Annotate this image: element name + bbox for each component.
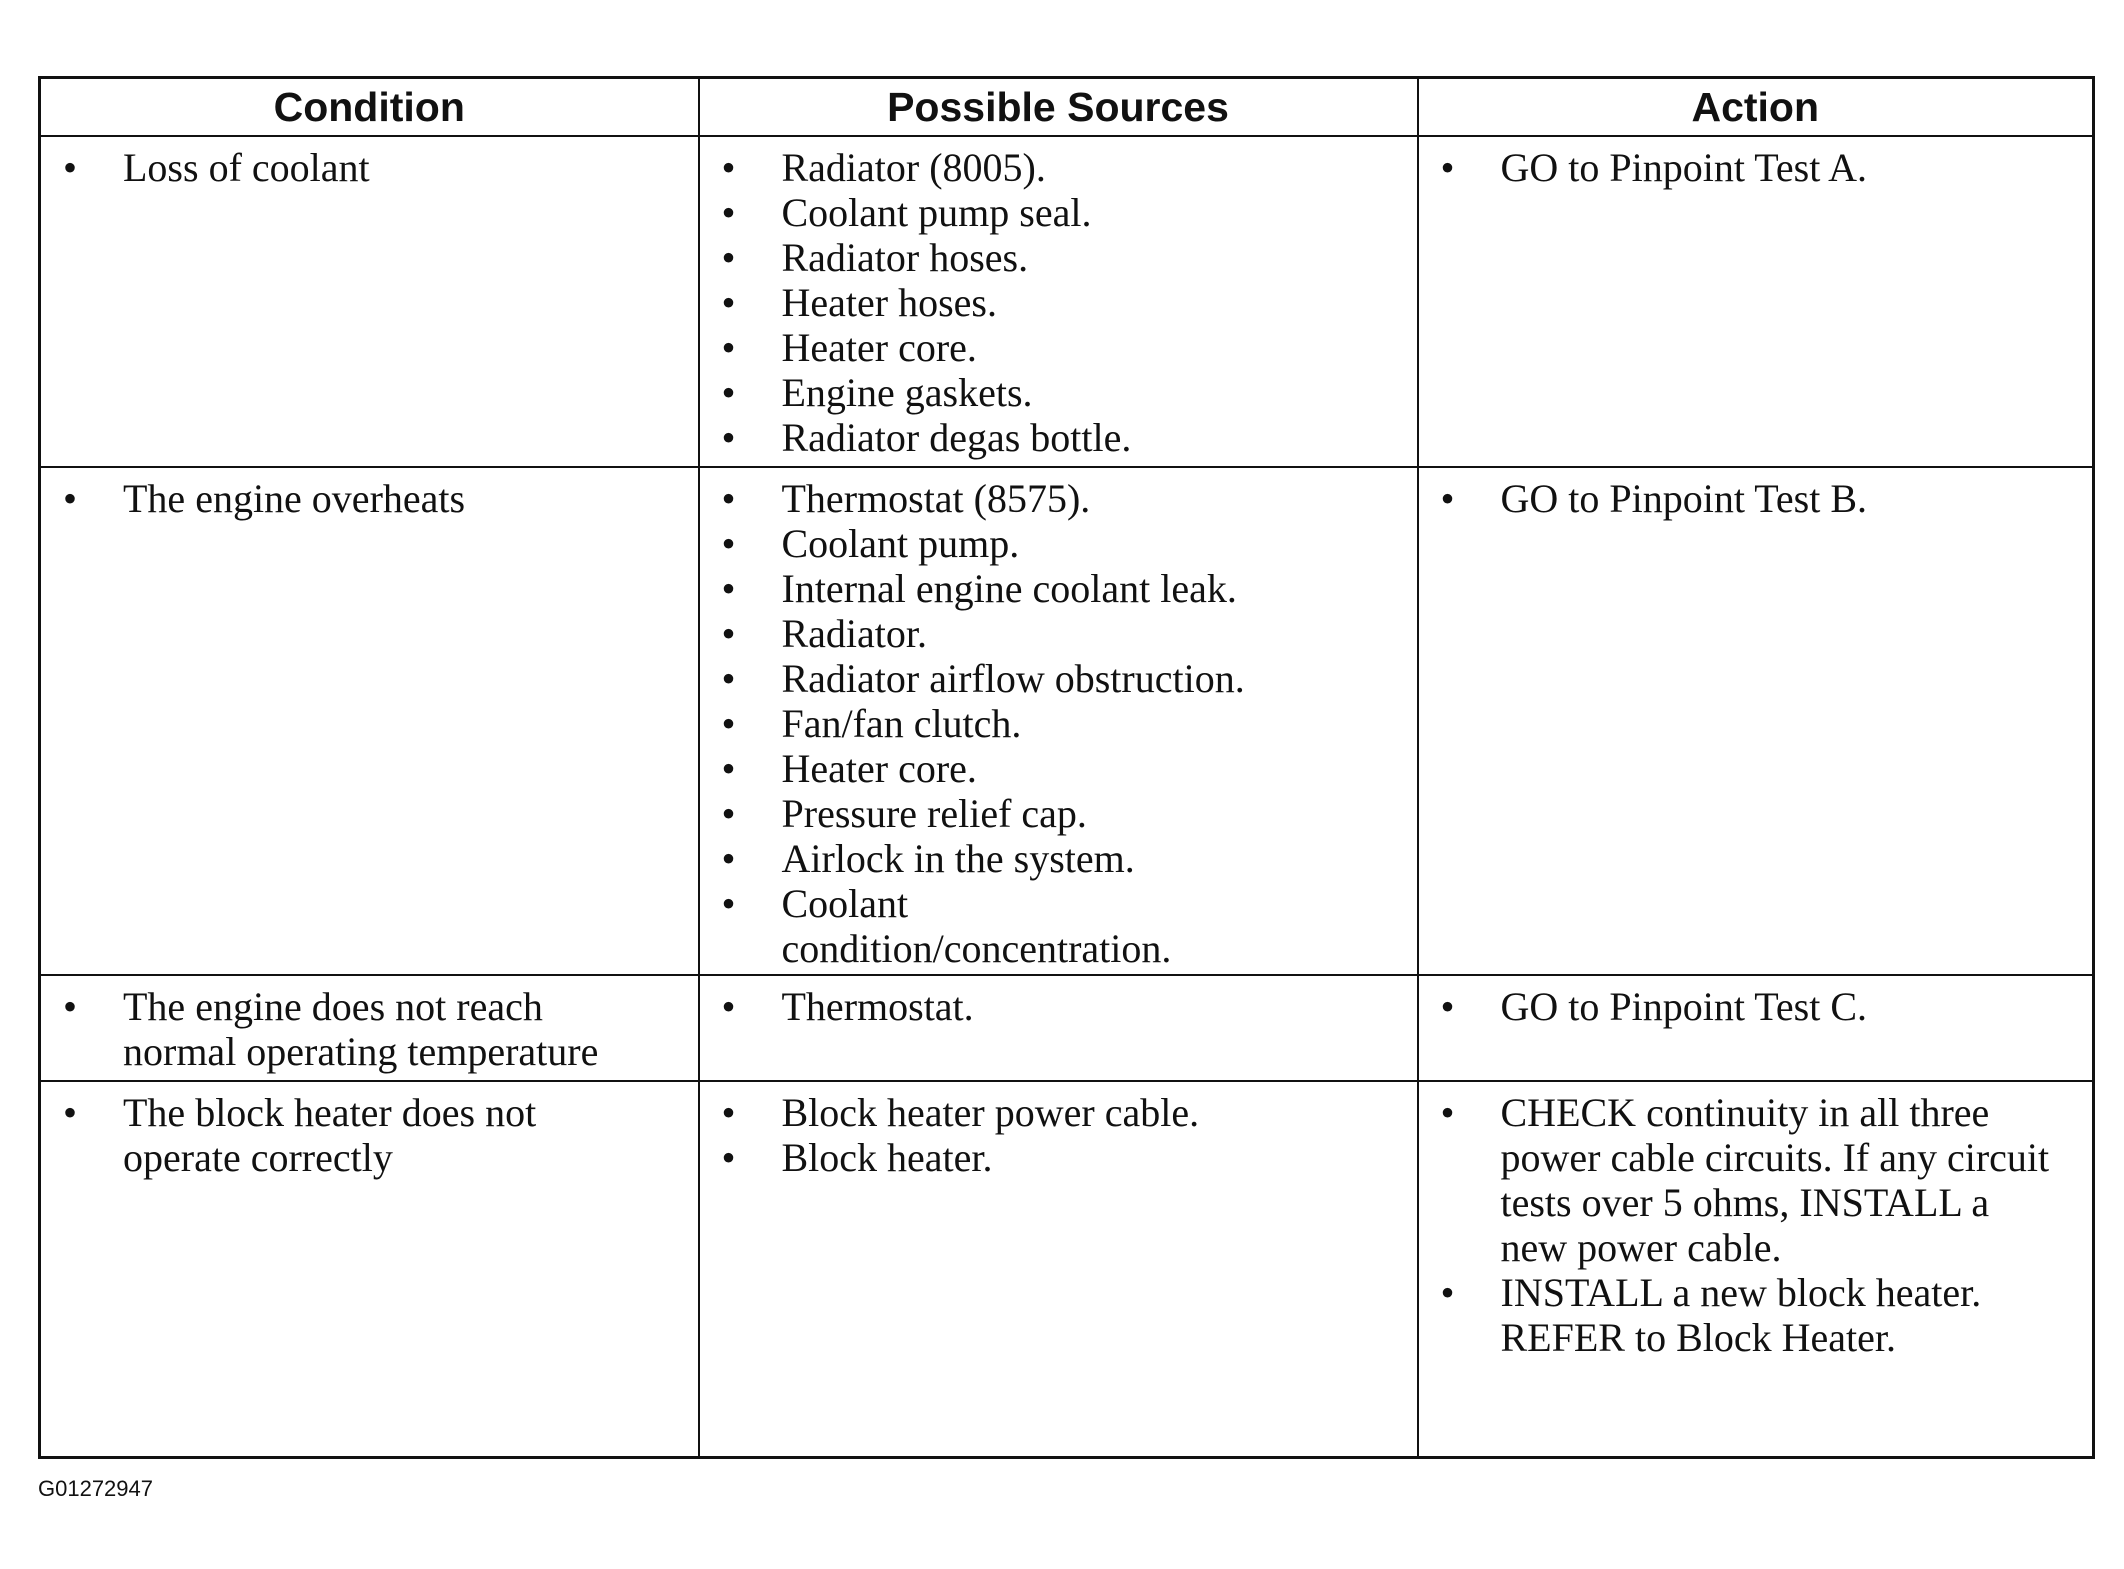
condition-cell: [40, 467, 699, 975]
source-item: • Block heater.: [706, 1135, 1411, 1180]
action-cell: [1418, 136, 2094, 467]
table-row: [40, 975, 2094, 1081]
source-item: • Airlock in the system.: [706, 836, 1411, 881]
action-item: • CHECK continuity in all three power cable circuits. If any circuit tests over 5 ohms, INSTALL a new power cable.: [1425, 1090, 2087, 1270]
table-row: [40, 136, 2094, 467]
header-row: [40, 78, 2094, 137]
figure-id: G01272947: [38, 1476, 153, 1501]
source-item: • Radiator degas bottle.: [706, 415, 1411, 460]
action-cell: [1418, 975, 2094, 1081]
header-condition: Condition: [40, 78, 699, 137]
condition-cell: [40, 975, 699, 1081]
source-item: • Heater core.: [706, 325, 1411, 370]
source-item: • Thermostat (8575).: [706, 476, 1411, 521]
source-item: • Internal engine coolant leak.: [706, 566, 1411, 611]
source-item: • Pressure relief cap.: [706, 791, 1411, 836]
condition-item: • The engine overheats: [47, 476, 692, 521]
action-item: • GO to Pinpoint Test B.: [1425, 476, 2087, 521]
source-item: • Radiator hoses.: [706, 235, 1411, 280]
header-action: Action: [1418, 78, 2094, 137]
source-item: • Radiator (8005).: [706, 145, 1411, 190]
condition-item: • The engine does not reach normal operating temperature: [47, 984, 692, 1074]
action-item: • GO to Pinpoint Test C.: [1425, 984, 2087, 1029]
action-item: • GO to Pinpoint Test A.: [1425, 145, 2087, 190]
action-cell: [1418, 1081, 2094, 1458]
source-item: • Coolant pump.: [706, 521, 1411, 566]
table-row: [40, 467, 2094, 975]
sources-cell: [699, 136, 1418, 467]
source-item: • Radiator airflow obstruction.: [706, 656, 1411, 701]
action-item: • INSTALL a new block heater. REFER to Block Heater.: [1425, 1270, 2087, 1360]
source-item: • Heater core.: [706, 746, 1411, 791]
table-row: [40, 1081, 2094, 1458]
source-item: • Coolant pump seal.: [706, 190, 1411, 235]
sources-cell: [699, 1081, 1418, 1458]
source-item: • Heater hoses.: [706, 280, 1411, 325]
source-item: • Coolant condition/concentration.: [706, 881, 1411, 971]
condition-cell: [40, 136, 699, 467]
header-possible-sources: Possible Sources: [699, 78, 1418, 137]
condition-item: • Loss of coolant: [47, 145, 692, 190]
diagnosis-table: [38, 76, 2095, 1459]
source-item: • Thermostat.: [706, 984, 1411, 1029]
sources-cell: [699, 467, 1418, 975]
source-item: • Fan/fan clutch.: [706, 701, 1411, 746]
source-item: • Block heater power cable.: [706, 1090, 1411, 1135]
condition-item: • The block heater does not operate correctly: [47, 1090, 692, 1180]
source-item: • Engine gaskets.: [706, 370, 1411, 415]
sources-cell: [699, 975, 1418, 1081]
condition-cell: [40, 1081, 699, 1458]
action-cell: [1418, 467, 2094, 975]
source-item: • Radiator.: [706, 611, 1411, 656]
